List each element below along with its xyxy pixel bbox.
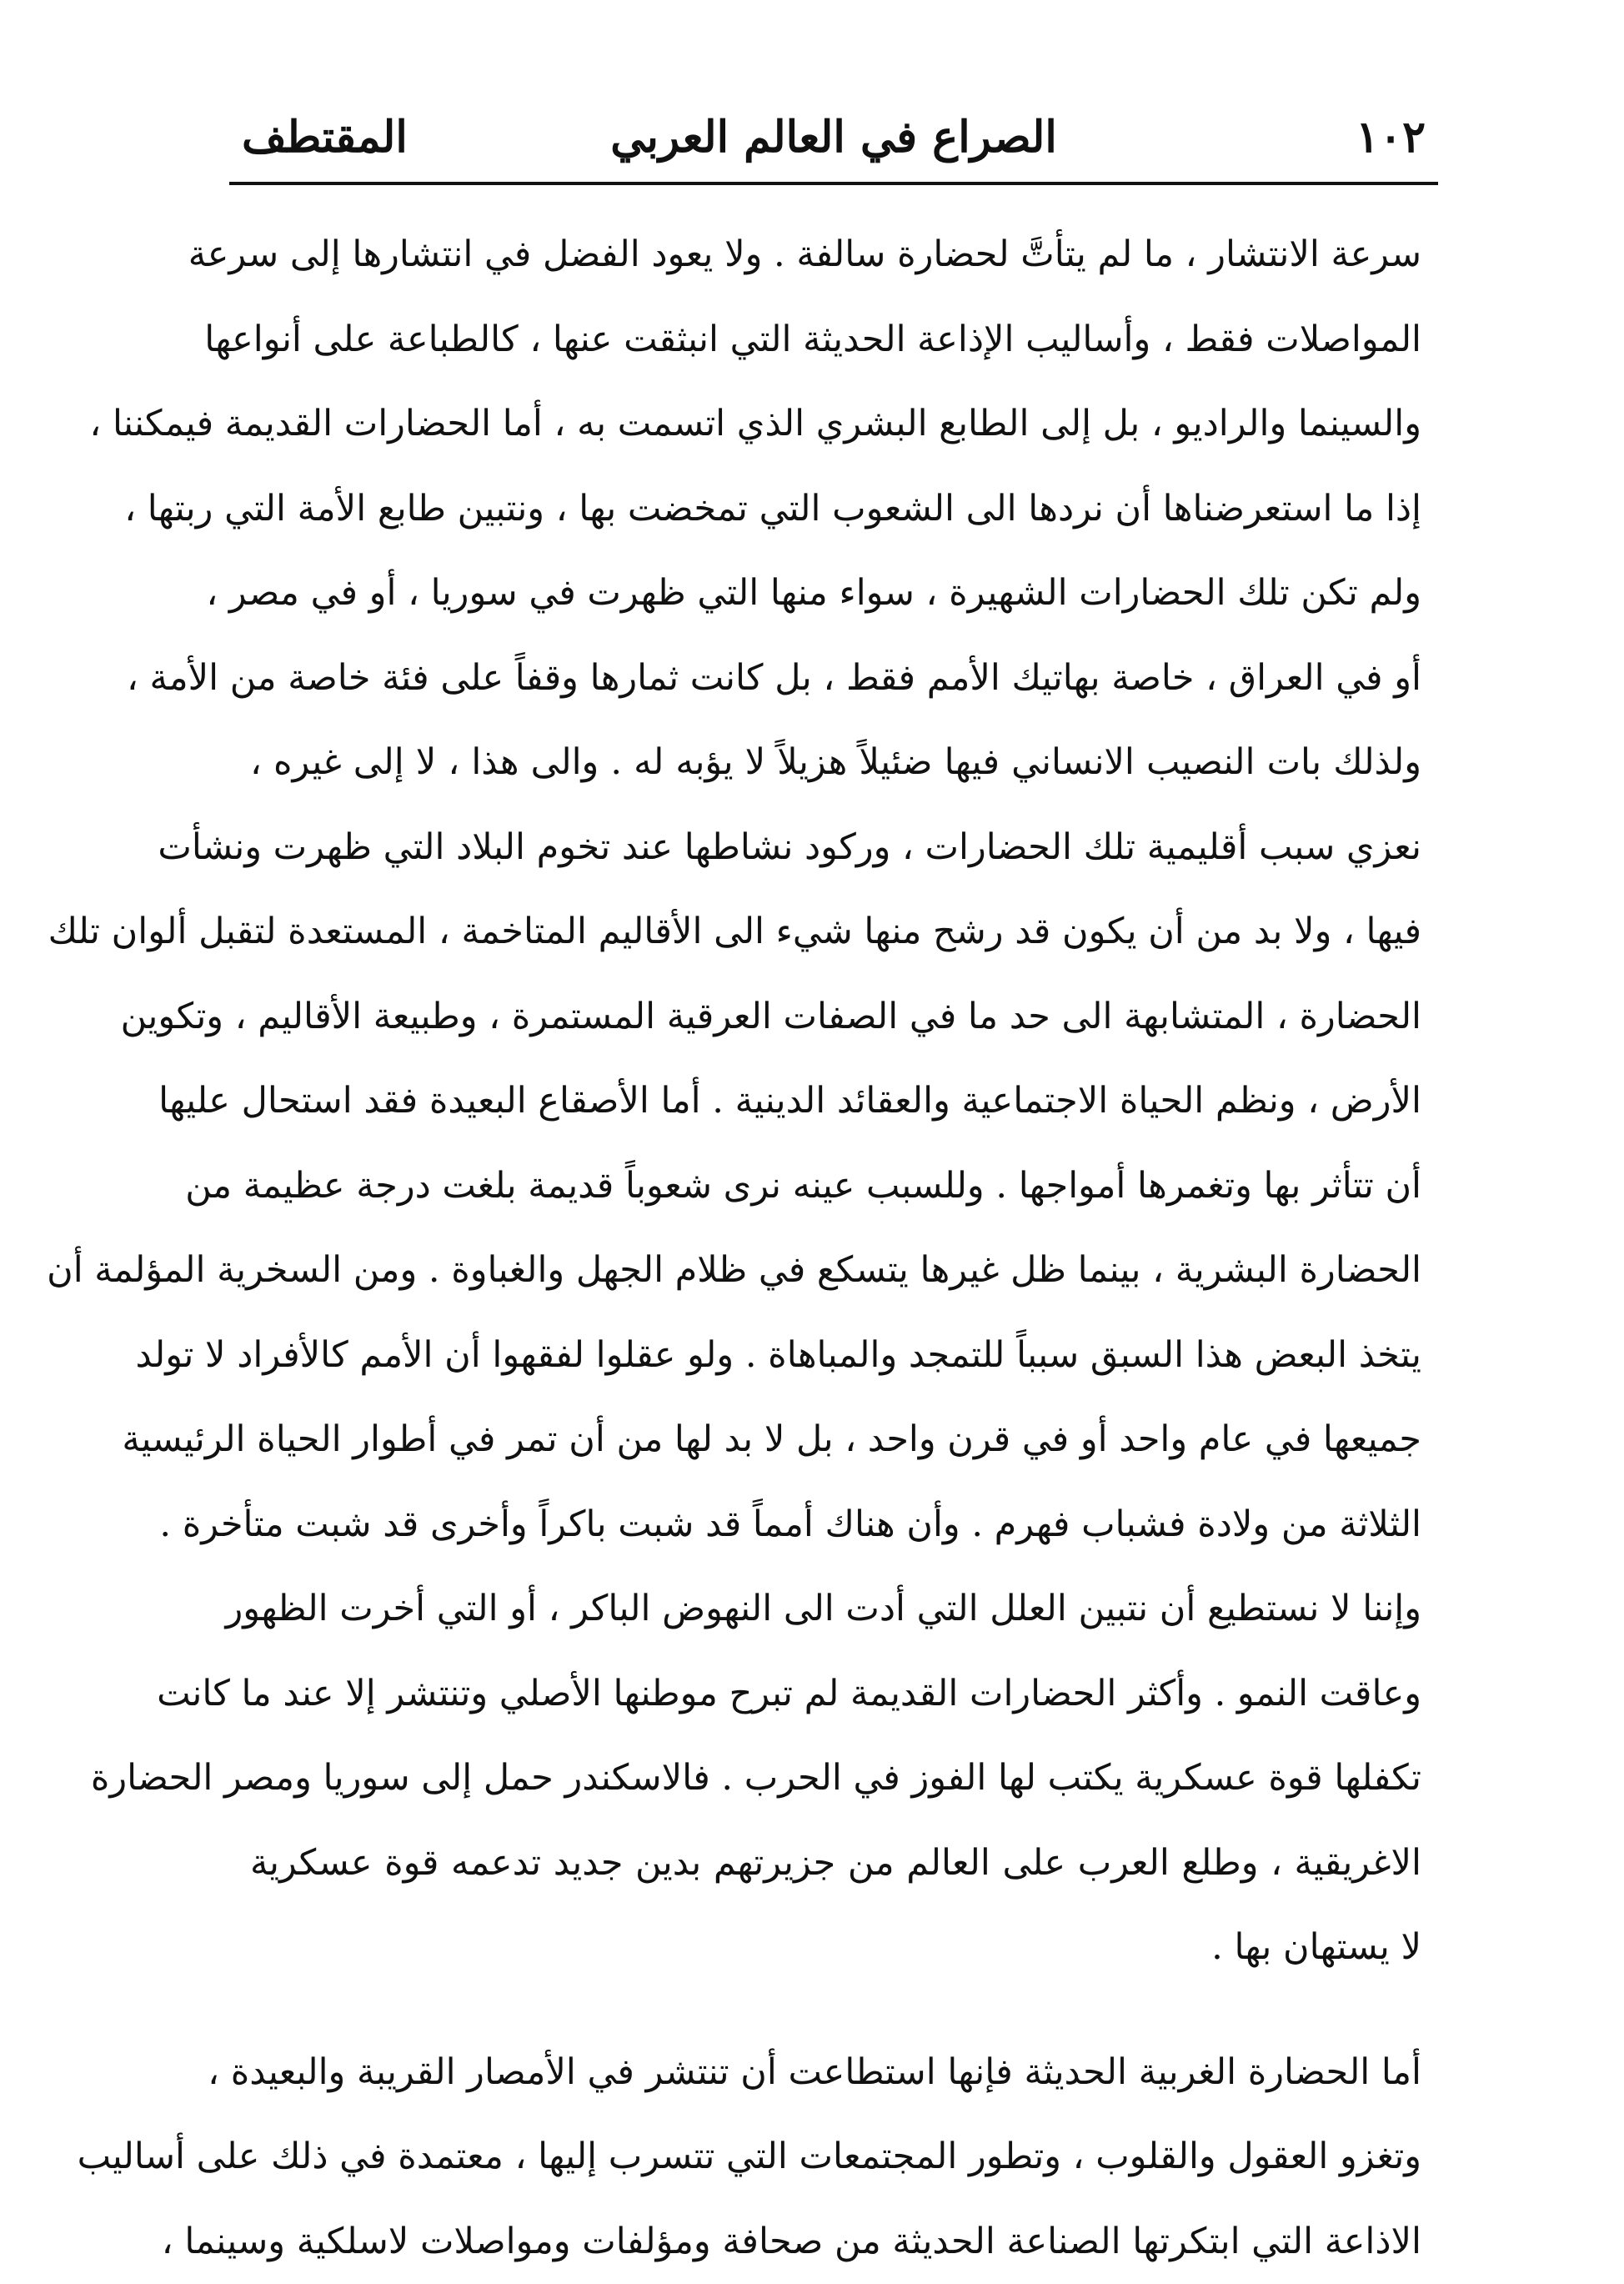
text-line: والسينما والراديو ، بل إلى الطابع البشري الذي اتسمت به ، أما الحضارات القديمة فيمكننا ، — [250, 382, 1421, 467]
text-line: لا يستهان بها . — [250, 1905, 1421, 1990]
text-line: ولم تكن تلك الحضارات الشهيرة ، سواء منها التي ظهرت في سوريا ، أو في مصر ، — [250, 551, 1421, 636]
paragraph-2 — [250, 2031, 1421, 2284]
text-line: تكفلها قوة عسكرية يكتب لها الفوز في الحرب . فالاسكندر حمل إلى سوريا ومصر الحضارة — [250, 1736, 1421, 1821]
text-line: المواصلات فقط ، وأساليب الإذاعة الحديثة التي انبثقت عنها ، كالطباعة على أنواعها — [250, 298, 1421, 383]
text-line: سرعة الانتشار ، ما لم يتأتَّ لحضارة سالفة . ولا يعود الفضل في انتشارها إلى سرعة — [250, 213, 1421, 298]
text-line: فيها ، ولا بد من أن يكون قد رشح منها شيء الى الأقاليم المتاخمة ، المستعدة لتقبل ألوان تلك — [250, 890, 1421, 975]
page-header — [242, 100, 1426, 175]
text-line: الثلاثة من ولادة فشباب فهرم . وأن هناك أمماً قد شبت باكراً وأخرى قد شبت متأخرة . — [250, 1483, 1421, 1568]
text-line: الأرض ، ونظم الحياة الاجتماعية والعقائد الدينية . أما الأصقاع البعيدة فقد استحال عليها — [250, 1059, 1421, 1144]
text-line: الاغريقية ، وطلع العرب على العالم من جزيرتهم بدين جديد تدعمه قوة عسكرية — [250, 1821, 1421, 1906]
text-line: نعزي سبب أقليمية تلك الحضارات ، وركود نشاطها عند تخوم البلاد التي ظهرت ونشأت — [250, 806, 1421, 891]
text-line: الحضارة ، المتشابهة الى حد ما في الصفات العرقية المستمرة ، وطبيعة الأقاليم ، وتكوين — [250, 975, 1421, 1060]
running-title: الصراع في العالم العربي — [610, 100, 1057, 175]
text-line: ولذلك بات النصيب الانساني فيها ضئيلاً هزيلاً لا يؤبه له . والى هذا ، لا إلى غيره ، — [250, 720, 1421, 806]
paragraph-gap — [250, 1990, 1421, 2031]
text-line: أن تتأثر بها وتغمرها أمواجها . وللسبب عينه نرى شعوباً قديمة بلغت درجة عظيمة من — [250, 1144, 1421, 1229]
text-line: أو في العراق ، خاصة بهاتيك الأمم فقط ، بل كانت ثمارها وقفاً على فئة خاصة من الأمة ، — [250, 636, 1421, 721]
text-line: الحضارة البشرية ، بينما ظل غيرها يتسكع في ظلام الجهل والغباوة . ومن السخرية المؤلمة أن — [250, 1228, 1421, 1313]
page-number: ١٠٢ — [1356, 100, 1426, 175]
text-line: الاذاعة التي ابتكرتها الصناعة الحديثة من صحافة ومؤلفات ومواصلات لاسلكية وسينما ، — [250, 2200, 1421, 2284]
text-line: أما الحضارة الغربية الحديثة فإنها استطاعت أن تنتشر في الأمصار القريبة والبعيدة ، — [250, 2031, 1421, 2116]
journal-name: المقتطف — [242, 100, 408, 175]
text-line: جميعها في عام واحد أو في قرن واحد ، بل لا بد لها من أن تمر في أطوار الحياة الرئيسية — [250, 1398, 1421, 1483]
text-line: وإننا لا نستطيع أن نتبين العلل التي أدت الى النهوض الباكر ، أو التي أخرت الظهور — [250, 1567, 1421, 1652]
paragraph-1 — [250, 213, 1421, 1990]
text-line: وتغزو العقول والقلوب ، وتطور المجتمعات التي تتسرب إليها ، معتمدة في ذلك على أساليب — [250, 2115, 1421, 2200]
text-line: وعاقت النمو . وأكثر الحضارات القديمة لم تبرح موطنها الأصلي وتنتشر إلا عند ما كانت — [250, 1652, 1421, 1737]
text-line: يتخذ البعض هذا السبق سبباً للتمجد والمباهاة . ولو عقلوا لفقهوا أن الأمم كالأفراد لا تولد — [250, 1313, 1421, 1398]
text-line: إذا ما استعرضناها أن نردها الى الشعوب التي تمخضت بها ، ونتبين طابع الأمة التي ربتها ، — [250, 467, 1421, 552]
header-rule — [229, 182, 1438, 185]
body-text — [250, 213, 1421, 2284]
